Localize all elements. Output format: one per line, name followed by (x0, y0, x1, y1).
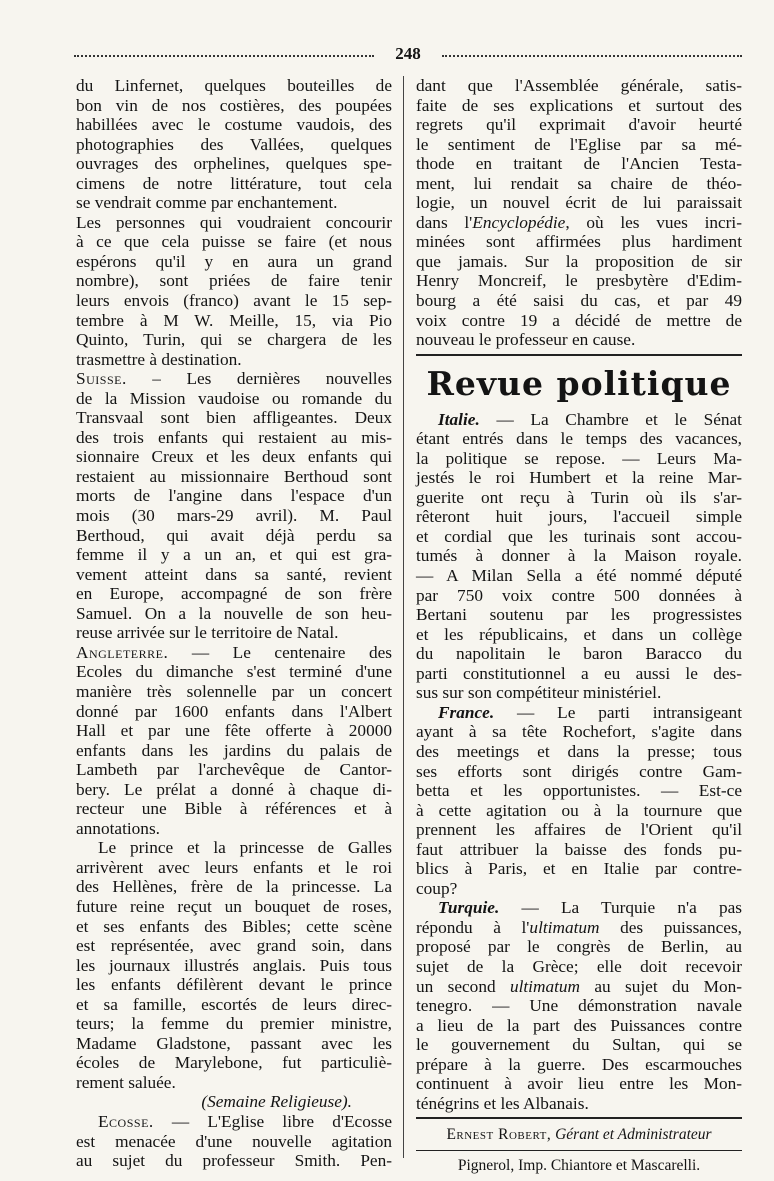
text-line (76, 858, 392, 878)
text-line (76, 741, 392, 761)
text-line (416, 410, 742, 430)
line-text: Le prince et la princesse de Galles (98, 838, 392, 858)
line-text: prennent les affaires de l'Orient qu'il (416, 820, 742, 840)
text-line (76, 1014, 392, 1034)
line-text: morts de l'angine dans l'espace d'un (76, 486, 392, 506)
line-text: est représentée, avec grand soin, dans (76, 936, 392, 956)
text-line (76, 291, 392, 311)
text-line (416, 232, 742, 252)
line-text: espérons qu'il y en aura un grand (76, 251, 392, 271)
line-text: des meetings et dans la presse; tous (416, 741, 742, 761)
italic-text: ultimatum (529, 917, 600, 937)
line-text: du napolitain le baron Baracco du (416, 644, 742, 664)
line-text: ténégrins et les Albanais. (416, 1093, 589, 1113)
line-text: sionnaire Creux et les deux enfants qui (76, 447, 392, 467)
line-text: nouveau le professeur en cause. (416, 330, 636, 350)
text-line (416, 957, 742, 977)
line-text: tembre à M W. Meille, 15, via Pio (76, 310, 392, 330)
line-text: un second (416, 976, 510, 996)
line-text: et cordial que les turinais sont accou- (416, 526, 742, 546)
line-text: habillées avec le costume vaudois, des (76, 115, 392, 135)
line-text: le sentiment de l'Eglise par sa mé- (416, 134, 742, 154)
text-line (416, 937, 742, 957)
text-line (416, 546, 742, 566)
line-text: guerite ont reçu à Turin où ils s'ar- (416, 487, 742, 507)
text-line (416, 703, 742, 723)
line-text: les journaux illustrés anglais. Puis tous (76, 955, 392, 975)
page-number: 248 (395, 44, 421, 63)
line-text: sujet de la Grèce; elle doit recevoir (416, 956, 742, 976)
line-text: coup? (416, 878, 458, 898)
text-line (416, 330, 742, 350)
text-line (416, 76, 742, 96)
line-text: donné par 1600 enfants dans l'Albert (76, 701, 392, 721)
line-text: reuse arrivée sur le territoire de Natal. (76, 623, 339, 643)
line-text: par 750 voix contre 500 données à (416, 585, 742, 605)
country-heading: Ecosse. (98, 1111, 154, 1131)
line-text: continuent à avoir lieu entre les Mon- (416, 1074, 742, 1094)
text-line (76, 1034, 392, 1054)
text-line (416, 1055, 742, 1075)
text-line (416, 193, 742, 213)
text-line (416, 742, 742, 762)
text-line (76, 643, 392, 663)
signature-name: Ernest Robert, (446, 1126, 552, 1144)
text-line (416, 449, 742, 469)
line-text: nombre), sont priées de faire tenir (76, 271, 392, 291)
line-text: à ce que cela puisse se faire (et nous (76, 232, 392, 252)
text-line (76, 1132, 392, 1152)
line-text: Quinto, Turin, qui se chargera de les (76, 330, 392, 350)
line-text: — L'Eglise libre d'Ecosse (153, 1111, 392, 1131)
line-text: thode en traitant de l'Ancien Testa- (416, 154, 742, 174)
line-text: Transvaal sont bien affligeantes. Deux (76, 408, 392, 428)
text-line (76, 917, 392, 937)
text-line (76, 877, 392, 897)
line-text: sus sur son compétiteur ministériel. (416, 683, 662, 703)
text-line (76, 1092, 392, 1112)
text-line (76, 975, 392, 995)
text-line (76, 369, 392, 389)
line-text: Berthoud, qui avait déjà perdu sa (76, 525, 392, 545)
signature-line (416, 1125, 742, 1145)
section-rule-top (416, 354, 742, 356)
text-line (416, 252, 742, 272)
line-text: — Le parti intransigeant (494, 702, 742, 722)
line-text: photographies des Vallées, quelques (76, 134, 392, 154)
text-line (76, 623, 392, 643)
line-text: rêteront huit jours, l'accueil simple (416, 507, 742, 527)
line-text: a lieu de la part des Puissances contre (416, 1015, 742, 1035)
text-line (416, 291, 742, 311)
line-text: faite de ses explications et surtout des (416, 95, 742, 115)
section-title: Revue politique (426, 363, 732, 403)
text-line (76, 662, 392, 682)
line-text: à cette agitation ou à la tournure que (416, 800, 742, 820)
text-line (416, 859, 742, 879)
text-line (416, 507, 742, 527)
text-line (416, 1074, 742, 1094)
text-line (76, 526, 392, 546)
line-text: Ecoles du dimanche s'est terminé d'une (76, 662, 392, 682)
text-line (76, 838, 392, 858)
line-text: faut attribuer la baisse des fonds pu- (416, 839, 742, 859)
text-line (416, 1035, 742, 1055)
text-line (76, 702, 392, 722)
text-line (76, 154, 392, 174)
line-text: répondu à l' (416, 917, 530, 937)
line-text: Samuel. On a la nouvelle de son heu- (76, 603, 392, 623)
text-line (76, 721, 392, 741)
text-line (76, 956, 392, 976)
text-line (416, 566, 742, 586)
line-text: Les personnes qui voudraient concourir (76, 212, 392, 232)
line-text: (Semaine Religieuse). (201, 1092, 352, 1112)
country-heading: France. (438, 702, 495, 722)
line-text: ses efforts sont dirigés contre Gam- (416, 761, 742, 781)
line-text: dans l' (416, 212, 473, 232)
text-line (76, 96, 392, 116)
line-text: étant entrés dans le temps des vacances, (416, 429, 742, 449)
line-text: bery. Le prélat a donné à chaque di- (76, 779, 392, 799)
text-line (76, 1073, 392, 1093)
line-text: prépare à la guerre. Des escarmouches (416, 1054, 742, 1074)
line-text: et sa famille, escortés de leurs direc- (76, 994, 392, 1014)
line-text: Hall et par une fête offerte à 20000 (76, 721, 392, 741)
text-line (76, 232, 392, 252)
line-text: écoles de Marylebone, fut particuliè- (76, 1053, 392, 1073)
text-line (416, 96, 742, 116)
text-line (416, 271, 742, 291)
line-text: au sujet du professeur Smith. Pen- (76, 1151, 392, 1171)
text-line (76, 565, 392, 585)
text-line (76, 1112, 392, 1132)
line-text: dant que l'Assemblée générale, satis- (416, 76, 742, 95)
line-text: le gouvernement du Sultan, qui se (416, 1035, 742, 1055)
line-text: rement saluée. (76, 1072, 176, 1092)
text-line (76, 213, 392, 233)
line-text: enfants dans les jardins du palais de (76, 740, 392, 760)
text-line (76, 604, 392, 624)
text-line (416, 213, 742, 233)
text-line (76, 1053, 392, 1073)
line-text: du Linfernet, quelques bouteilles de (76, 76, 392, 95)
text-line (76, 330, 392, 350)
text-line (416, 1094, 742, 1114)
text-line (76, 252, 392, 272)
line-text: et les républicains, et dans un collège (416, 624, 742, 644)
text-line (416, 625, 742, 645)
line-text: de la Mission vaudoise ou romande du (76, 388, 392, 408)
line-text: les enfants défilèrent devant le prince (76, 975, 392, 995)
left-column (76, 76, 392, 1171)
text-line (416, 174, 742, 194)
revue-politique-body (416, 410, 742, 1114)
country-heading: Italie. (438, 409, 480, 429)
line-text: Bertani soutenu par les progressistes (416, 605, 742, 625)
line-text: , où les vues incri- (565, 212, 742, 232)
text-line (76, 584, 392, 604)
line-text: cimens de notre littérature, tout cela (76, 173, 392, 193)
text-line (416, 840, 742, 860)
country-heading: Angleterre. (76, 642, 169, 662)
line-text: regrets qu'il exprimait d'avoir heurté (416, 115, 742, 135)
line-text: annotations. (76, 818, 160, 838)
line-text: minées sont affirmées plus hardiment (416, 232, 742, 252)
text-line (76, 271, 392, 291)
page-header (74, 44, 742, 68)
line-text: tumés à donner à la Maison royale. (416, 546, 742, 566)
header-rule-right (442, 55, 742, 57)
text-line (76, 819, 392, 839)
text-line (76, 486, 392, 506)
text-line (76, 780, 392, 800)
text-line (416, 468, 742, 488)
line-text: et ses enfants des Bibles; cette scène (76, 916, 392, 936)
text-line (416, 605, 742, 625)
line-text: — La Turquie n'a pas (499, 898, 742, 918)
line-text: ment, lui rendait sa chaire de théo- (416, 173, 742, 193)
text-line (76, 682, 392, 702)
text-line (76, 799, 392, 819)
text-line (416, 586, 742, 606)
line-text: logie, un nouvel écrit de lui paraissait (416, 193, 742, 213)
text-line (416, 879, 742, 899)
text-line (416, 898, 742, 918)
text-line (76, 760, 392, 780)
line-text: leurs envois (franco) avant le 15 sep- (76, 291, 392, 311)
text-line (76, 174, 392, 194)
line-text: Lambeth par l'archevêque de Cantor- (76, 760, 392, 780)
line-text: manière très solennelle par un concert (76, 681, 392, 701)
text-line (416, 918, 742, 938)
line-text: est menacée d'une nouvelle agitation (76, 1131, 392, 1151)
text-line (76, 936, 392, 956)
ecosse-continuation (416, 76, 742, 350)
line-text: — A Milan Sella a été nommé député (416, 566, 742, 586)
country-heading: Turquie. (438, 898, 500, 918)
right-column (416, 76, 742, 1175)
text-line (416, 664, 742, 684)
line-text: bon vin de nos costières, des poupées (76, 95, 392, 115)
text-line (416, 762, 742, 782)
country-heading: Suisse. (76, 369, 127, 389)
text-line (76, 506, 392, 526)
text-line (76, 545, 392, 565)
text-line (76, 428, 392, 448)
printer-line: Pignerol, Imp. Chiantore et Mascarelli. (457, 1156, 701, 1174)
line-text: trasmettre à destination. (76, 349, 242, 369)
text-line (76, 447, 392, 467)
text-line (416, 135, 742, 155)
text-line (416, 996, 742, 1016)
text-line (76, 135, 392, 155)
line-text: bourg a été saisi du cas, et par 49 (416, 291, 742, 311)
text-line (76, 76, 392, 96)
footer-rule-top (416, 1117, 742, 1119)
line-text: la politique se repose. — Leurs Ma- (416, 448, 742, 468)
line-text: en Europe, accompagné de son frère (76, 584, 392, 604)
text-line (76, 408, 392, 428)
text-line (76, 115, 392, 135)
text-line (416, 1016, 742, 1036)
text-line (76, 1151, 392, 1171)
line-text: teurs; la femme du premier ministre, (76, 1014, 392, 1034)
line-text: — La Chambre et le Sénat (479, 409, 742, 429)
text-line (416, 801, 742, 821)
text-line (76, 897, 392, 917)
line-text: parti constitutionnel a eu aussi le des- (416, 663, 742, 683)
footer-rule-bottom (416, 1150, 742, 1151)
line-text: des Hellènes, frère de la princesse. La (76, 877, 392, 897)
text-line (76, 389, 392, 409)
line-text: ayant à sa tête Rochefort, s'agite dans (416, 722, 742, 742)
line-text: proposé par le congrès de Berlin, au (416, 937, 742, 957)
signature-role: Gérant et Administrateur (551, 1126, 712, 1144)
text-line (416, 722, 742, 742)
line-text: – Les dernières nouvelles (126, 369, 392, 389)
text-line (416, 429, 742, 449)
text-line (76, 467, 392, 487)
text-line (76, 995, 392, 1015)
italic-text: ultimatum (509, 976, 581, 996)
line-text: des puissances, (599, 917, 742, 937)
line-text: — Le centenaire des (168, 642, 392, 662)
line-text: mois (30 mars-29 avril). M. Paul (76, 506, 392, 526)
line-text: betta et les opportunistes. — Est-ce (416, 781, 742, 801)
line-text: se vendrait comme par enchantement. (76, 193, 338, 213)
text-line (76, 193, 392, 213)
text-line (416, 683, 742, 703)
line-text: jestés le roi Humbert et la reine Mar- (416, 468, 742, 488)
text-line (416, 644, 742, 664)
line-text: arrivèrent avec leurs enfants et le roi (76, 857, 392, 877)
text-line (416, 311, 742, 331)
line-text: vement atteint dans sa santé, revient (76, 564, 392, 584)
text-line (416, 527, 742, 547)
line-text: au sujet du Mon- (580, 976, 742, 996)
text-line (76, 350, 392, 370)
line-text: blics à Paris, et en Italie par contre- (416, 859, 742, 879)
italic-text: Encyclopédie (472, 212, 566, 232)
text-line (416, 820, 742, 840)
line-text: des trois enfants qui restaient au mis- (76, 427, 392, 447)
line-text: que jamais. Sur la proposition de sir (416, 251, 742, 271)
line-text: femme il y a un an, et qui est gra- (76, 545, 392, 565)
line-text: Madame Gladstone, passant avec les (76, 1033, 392, 1053)
line-text: ouvrages des orphelines, quelques spe- (76, 154, 392, 174)
line-text: Henry Moncreif, le presbytère d'Edim- (416, 271, 742, 291)
text-line (416, 781, 742, 801)
text-line (76, 311, 392, 331)
text-line (416, 488, 742, 508)
column-divider (403, 76, 404, 1158)
line-text: future reine reçut un bouquet de roses, (76, 896, 392, 916)
text-line (416, 977, 742, 997)
text-line (416, 154, 742, 174)
text-line (416, 115, 742, 135)
line-text: restaient au missionnaire Berthoud sont (76, 466, 392, 486)
line-text: recteur une Bible à références et à (76, 799, 392, 819)
line-text: voix contre 19 a décidé de mettre de (416, 310, 742, 330)
line-text: tenegro. — Une démonstration navale (416, 996, 742, 1016)
